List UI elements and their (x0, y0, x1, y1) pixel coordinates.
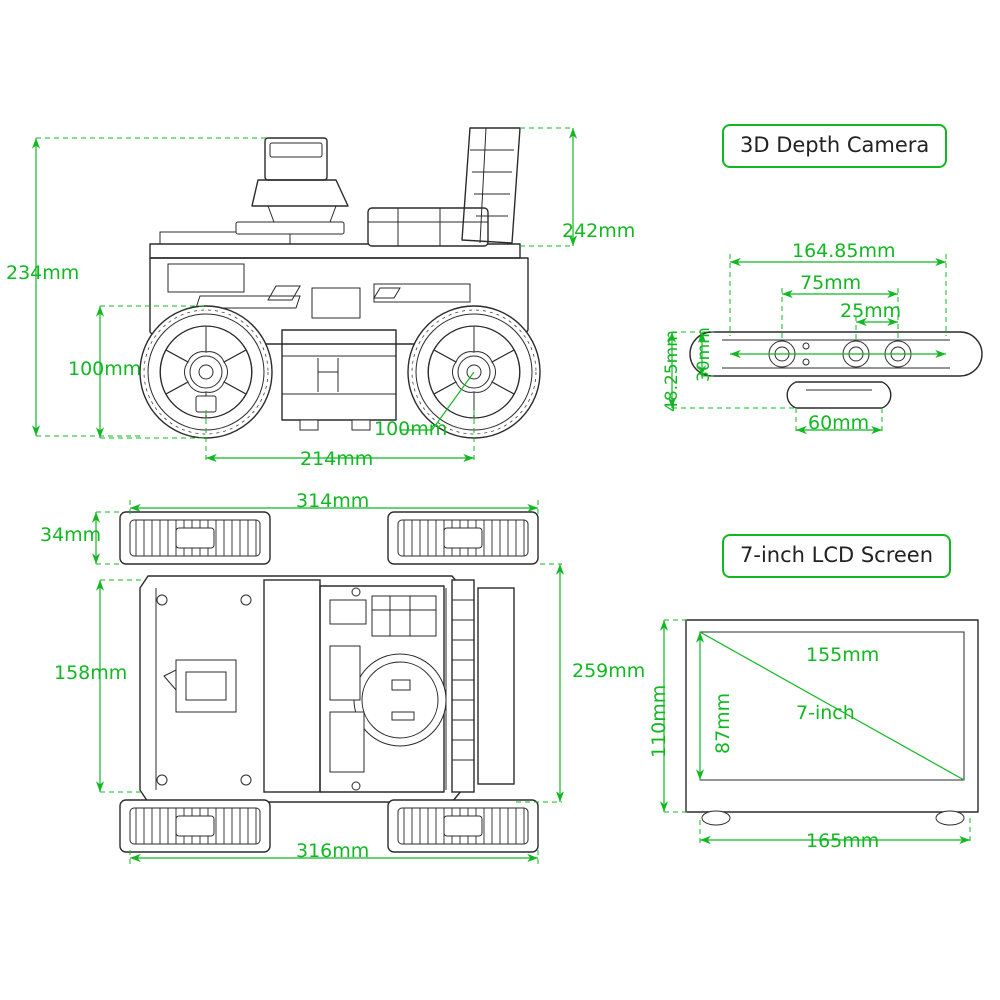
dim-camera-base-width: 60mm (808, 412, 870, 434)
dim-body-width-top: 314mm (296, 490, 370, 512)
dim-inner-length: 158mm (54, 662, 128, 684)
dim-screen-active-height: 87mm (712, 692, 734, 754)
dim-rear-wheel-diameter: 100mm (374, 418, 448, 440)
panel-title-depth-camera: 3D Depth Camera (722, 124, 947, 168)
dim-overall-height: 234mm (6, 262, 80, 284)
dim-camera-body-height: 30mm (694, 327, 714, 382)
dim-tire-width: 34mm (40, 524, 102, 546)
dim-screen-outer-width: 165mm (806, 830, 880, 852)
dim-screen-diagonal: 7-inch (796, 702, 855, 724)
dim-body-width-bottom: 316mm (296, 840, 370, 862)
dim-camera-overall-width: 164.85mm (792, 240, 896, 262)
dim-screen-active-width: 155mm (806, 644, 880, 666)
dim-front-wheel-diameter: 100mm (68, 358, 142, 380)
dim-wheelbase: 214mm (300, 448, 374, 470)
dim-camera-total-height: 48.25mm (662, 330, 682, 412)
side-view-robot (140, 128, 540, 438)
dim-camera-lens-spacing: 25mm (840, 300, 902, 322)
dim-camera-mount-span: 75mm (800, 272, 862, 294)
dim-screen-outer-height: 110mm (648, 684, 670, 758)
top-view-robot (120, 512, 538, 852)
dim-overall-length: 259mm (572, 660, 646, 682)
dim-arm-height: 242mm (562, 220, 636, 242)
panel-title-lcd-screen: 7-inch LCD Screen (722, 534, 951, 578)
depth-camera-drawing (690, 332, 982, 408)
